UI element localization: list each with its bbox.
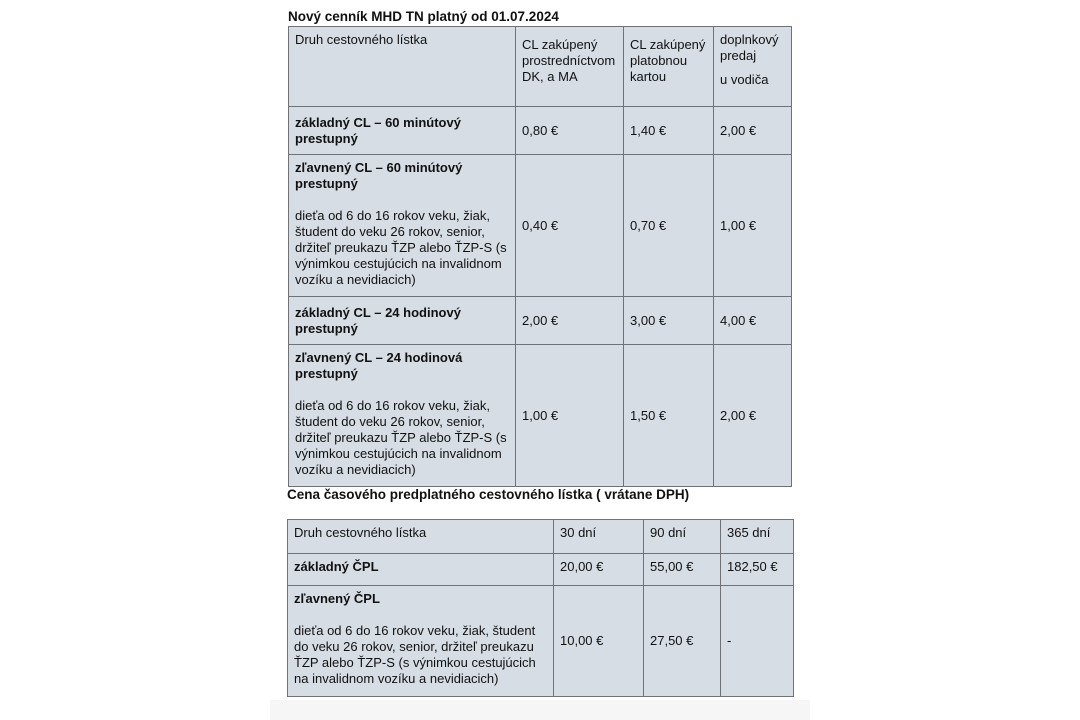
price-app: 1,00 € [516,345,624,487]
price-table-season-tickets [287,519,794,697]
price-card: 3,00 € [624,297,714,345]
ticket-name: zľavnený CL – 60 minútový prestupný dieťa od 6 do 16 rokov veku, žiak, študent do veku 26 rokov, senior, držiteľ preukazu ŤZP alebo ŤZP-S (s výnimkou cestujúcich na invalidnom vozíku a nevidiacich) [289,155,516,297]
table-row [289,297,792,345]
ticket-name: základný CL – 60 minútový prestupný [289,107,516,155]
price-30-days: 10,00 € [554,586,644,697]
price-app: 0,40 € [516,155,624,297]
price-90-days: 27,50 € [644,586,721,697]
price-365-days: - [721,586,794,697]
table-row [288,586,794,697]
ticket-note: dieťa od 6 do 16 rokov veku, žiak, študent do veku 26 rokov, senior, držiteľ preukazu ŤZP alebo ŤZP-S (s výnimkou cestujúcich na invalidnom vozíku a nevidiacich) [294,623,536,686]
ticket-note: dieťa od 6 do 16 rokov veku, žiak, študent do veku 26 rokov, senior, držiteľ preukazu ŤZP alebo ŤZP-S (s výnimkou cestujúcich na invalidnom vozíku a nevidiacich) [295,398,507,477]
header-driver-line2: u vodiča [720,72,769,87]
ticket-name: základný ČPL [288,554,554,586]
header-90-days: 90 dní [644,520,721,554]
price-card: 1,50 € [624,345,714,487]
header-30-days: 30 dní [554,520,644,554]
table-row [288,554,794,586]
price-driver: 2,00 € [714,345,792,487]
price-driver: 2,00 € [714,107,792,155]
price-card: 0,70 € [624,155,714,297]
table2-title: Cena časového predplatného cestovného lístka ( vrátane DPH) [287,487,690,502]
table-header-row [288,520,794,554]
header-card-price: CL zakúpený platobnou kartou [624,27,714,107]
price-app: 2,00 € [516,297,624,345]
table-row [289,345,792,487]
table-header-row [289,27,792,107]
ticket-name: zľavnený ČPL dieťa od 6 do 16 rokov veku, žiak, študent do veku 26 rokov, senior, držiteľ preukazu ŤZP alebo ŤZP-S (s výnimkou cestujúcich na invalidnom vozíku a nevidiacich) [288,586,554,697]
price-30-days: 20,00 € [554,554,644,586]
price-table-single-tickets [288,26,792,487]
price-90-days: 55,00 € [644,554,721,586]
price-driver: 4,00 € [714,297,792,345]
ticket-name: základný CL – 24 hodinový prestupný [289,297,516,345]
header-app-price: CL zakúpený prostredníctvom DK, a MA [516,27,624,107]
table-row [289,107,792,155]
header-365-days: 365 dní [721,520,794,554]
price-driver: 1,00 € [714,155,792,297]
ticket-name: zľavnený CL – 24 hodinová prestupný dieťa od 6 do 16 rokov veku, žiak, študent do veku 26 rokov, senior, držiteľ preukazu ŤZP alebo ŤZP-S (s výnimkou cestujúcich na invalidnom vozíku a nevidiacich) [289,345,516,487]
table1-title: Nový cenník MHD TN platný od 01.07.2024 [288,9,559,24]
price-365-days: 182,50 € [721,554,794,586]
ticket-note: dieťa od 6 do 16 rokov veku, žiak, študent do veku 26 rokov, senior, držiteľ preukazu ŤZP alebo ŤZP-S (s výnimkou cestujúcich na invalidnom vozíku a nevidiacich) [295,208,507,287]
header-driver-price [714,27,792,107]
page-bottom-strip [270,700,810,720]
table-row [289,155,792,297]
header-type: Druh cestovného lístka [289,27,516,107]
header-driver-line1: doplnkový predaj [720,32,779,63]
price-app: 0,80 € [516,107,624,155]
price-card: 1,40 € [624,107,714,155]
header-type: Druh cestovného lístka [288,520,554,554]
